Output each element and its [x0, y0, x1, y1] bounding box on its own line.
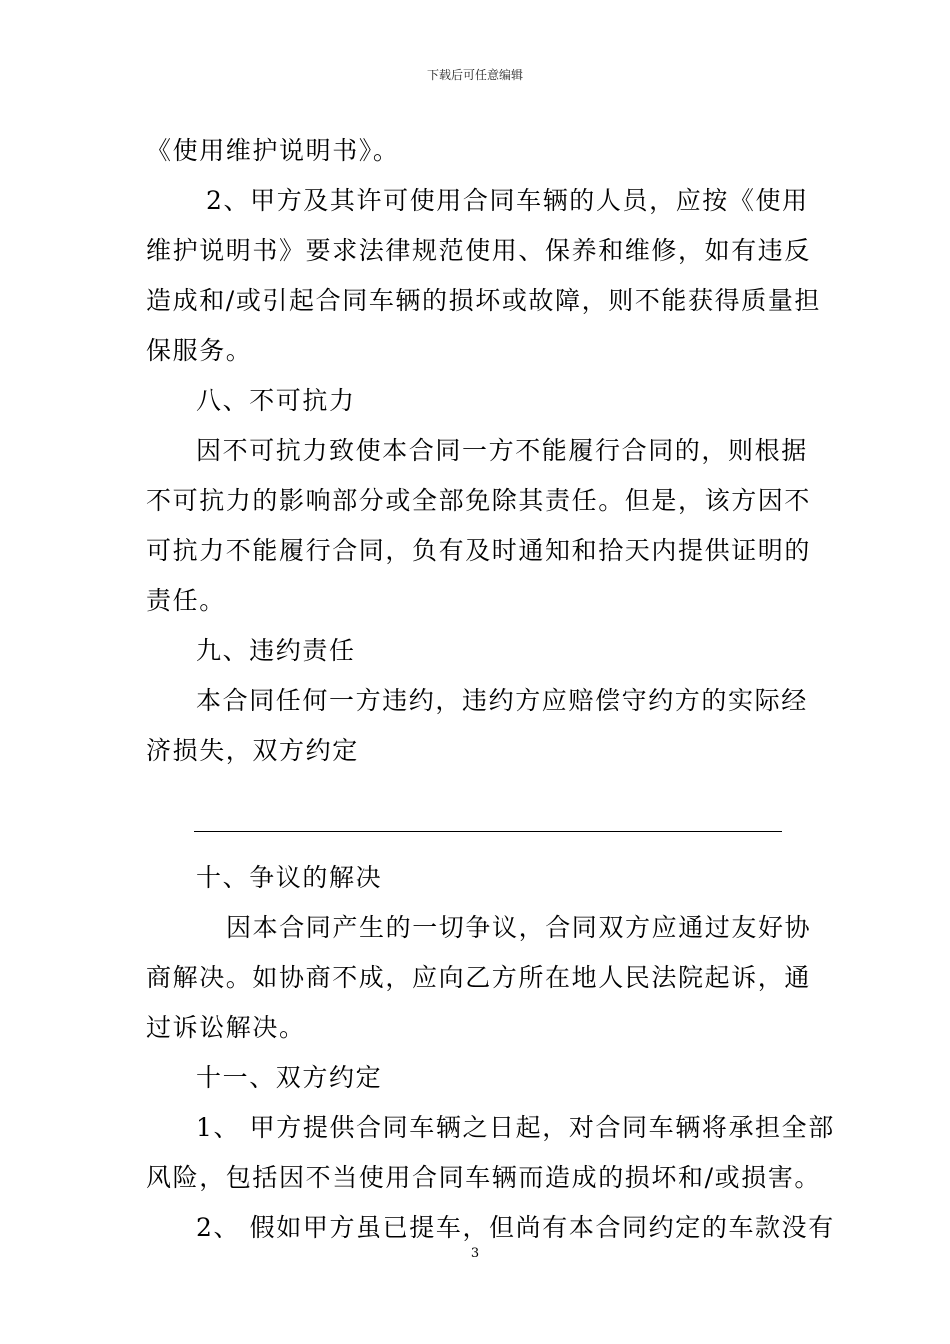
- paragraph-line: 商解决。如协商不成，应向乙方所在地人民法院起诉，通: [146, 963, 812, 992]
- section-heading: 十、争议的解决: [196, 863, 383, 892]
- paragraph-line: 维护说明书》要求法律规范使用、保养和维修，如有违反: [146, 236, 812, 265]
- paragraph-line: 2、 假如甲方虽已提车，但尚有本合同约定的车款没有: [196, 1213, 835, 1242]
- paragraph-line: 不可抗力的影响部分或全部免除其责任。但是，该方因不: [146, 486, 812, 515]
- paragraph-line: 济损失，双方约定: [146, 736, 359, 765]
- blank-underline: [194, 831, 782, 832]
- paragraph-line: 本合同任何一方违约，违约方应赔偿守约方的实际经: [196, 686, 808, 715]
- page-number: 3: [470, 1246, 480, 1261]
- paragraph-line: 风险，包括因不当使用合同车辆而造成的损坏和/或损害。: [146, 1163, 822, 1192]
- paragraph-line: 因本合同产生的一切争议，合同双方应通过友好协: [226, 913, 812, 942]
- paragraph-line: 1、 甲方提供合同车辆之日起，对合同车辆将承担全部: [196, 1113, 835, 1142]
- fill-in-blank: [146, 776, 806, 853]
- paragraph-line: 可抗力不能履行合同，负有及时通知和拾天内提供证明的: [146, 536, 812, 565]
- paragraph-line: 保服务。: [146, 336, 253, 365]
- paragraph-line: 因不可抗力致使本合同一方不能履行合同的，则根据: [196, 436, 808, 465]
- paragraph-line: 责任。: [146, 586, 226, 615]
- paragraph-line: 2、甲方及其许可使用合同车辆的人员，应按《使用: [206, 186, 809, 215]
- document-body: [146, 126, 835, 1253]
- section-heading: 九、违约责任: [196, 636, 356, 665]
- paragraph-line: 《使用维护说明书》。: [146, 136, 400, 165]
- section-heading: 十一、双方约定: [196, 1063, 383, 1092]
- paragraph-line: 造成和/或引起合同车辆的损坏或故障，则不能获得质量担: [146, 286, 822, 315]
- paragraph-line: 过诉讼解决。: [146, 1013, 306, 1042]
- section-heading: 八、不可抗力: [196, 386, 356, 415]
- page-header: 下载后可任意编辑: [426, 68, 523, 82]
